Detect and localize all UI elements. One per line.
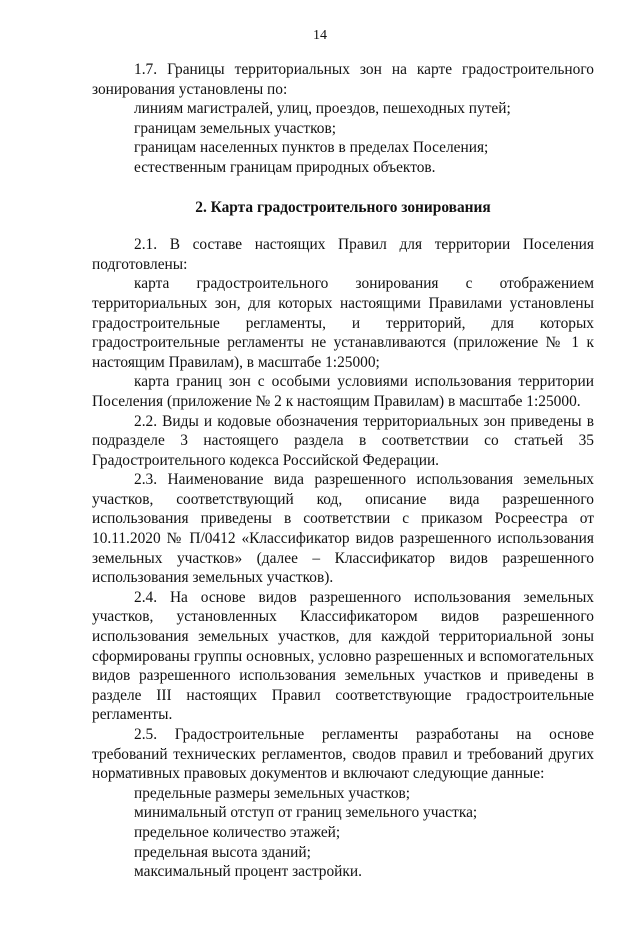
paragraph-2-5: 2.5. Градостроительные регламенты разработаны на основе требований технических регламентов, сводов правил и требований других нормативных правовых документов и включают следующие данные: — [92, 726, 594, 783]
list-item: предельная высота зданий; — [134, 843, 311, 861]
list-item: границам земельных участков; — [134, 119, 337, 137]
list-item: линиям магистралей, улиц, проездов, пешеходных путей; — [134, 100, 511, 118]
page-number: 14 — [313, 28, 327, 43]
list-item: границам населенных пунктов в пределах Поселения; — [134, 139, 489, 157]
paragraph-2-2: 2.2. Виды и кодовые обозначения территориальных зон приведены в подразделе 3 настоящего раздела в соответствии со статьей 35 Градостроительного кодекса Российской Федерации. — [92, 412, 594, 469]
paragraph-2-1: 2.1. В составе настоящих Правил для территории Поселения подготовлены: — [92, 236, 594, 273]
paragraph-2-4: 2.4. На основе видов разрешенного использования земельных участков, установленных Классификатором видов разрешенного использования земельных участков, для каждой территориальной зоны сформированы группы основных, условно разрешенных и вспомогательных видов разрешенного использования земельных участков и приведены в разделе III настоящих Правил соответствующие градостроительные регламенты. — [92, 588, 594, 724]
paragraph-2-1-map1: карта градостроительного зонирования с отображением территориальных зон, для которых настоящими Правилами установлены градостроительные регламенты, и территорий, для которых градостроительные регламенты не устанавливаются (приложение № 1 к настоящим Правилам), в масштабе 1:25000; — [92, 275, 594, 371]
paragraph-2-3: 2.3. Наименование вида разрешенного использования земельных участков, соответствующий код, описание вида разрешенного использования приведены в соответствии с приказом Росреестра от 10.11.2020 № П/0412 «Классификатор видов разрешенного использования земельных участков» (далее – Классификатор видов разрешенного использования земельных участков). — [92, 471, 594, 587]
list-item: минимальный отступ от границ земельного участка; — [134, 804, 478, 822]
list-item: максимальный процент застройки. — [134, 863, 362, 881]
page-content — [92, 60, 594, 882]
list-item: естественным границам природных объектов. — [134, 158, 436, 176]
list-item: предельные размеры земельных участков; — [134, 784, 411, 802]
paragraph-2-1-map2: карта границ зон с особыми условиями использования территории Поселения (приложение № 2 к настоящим Правилам) в масштабе 1:25000. — [92, 373, 594, 410]
section-heading: 2. Карта градостроительного зонирования — [195, 198, 491, 216]
list-item: предельное количество этажей; — [134, 823, 341, 841]
paragraph-1-7: 1.7. Границы территориальных зон на карте градостроительного зонирования установлены по: — [92, 61, 594, 98]
